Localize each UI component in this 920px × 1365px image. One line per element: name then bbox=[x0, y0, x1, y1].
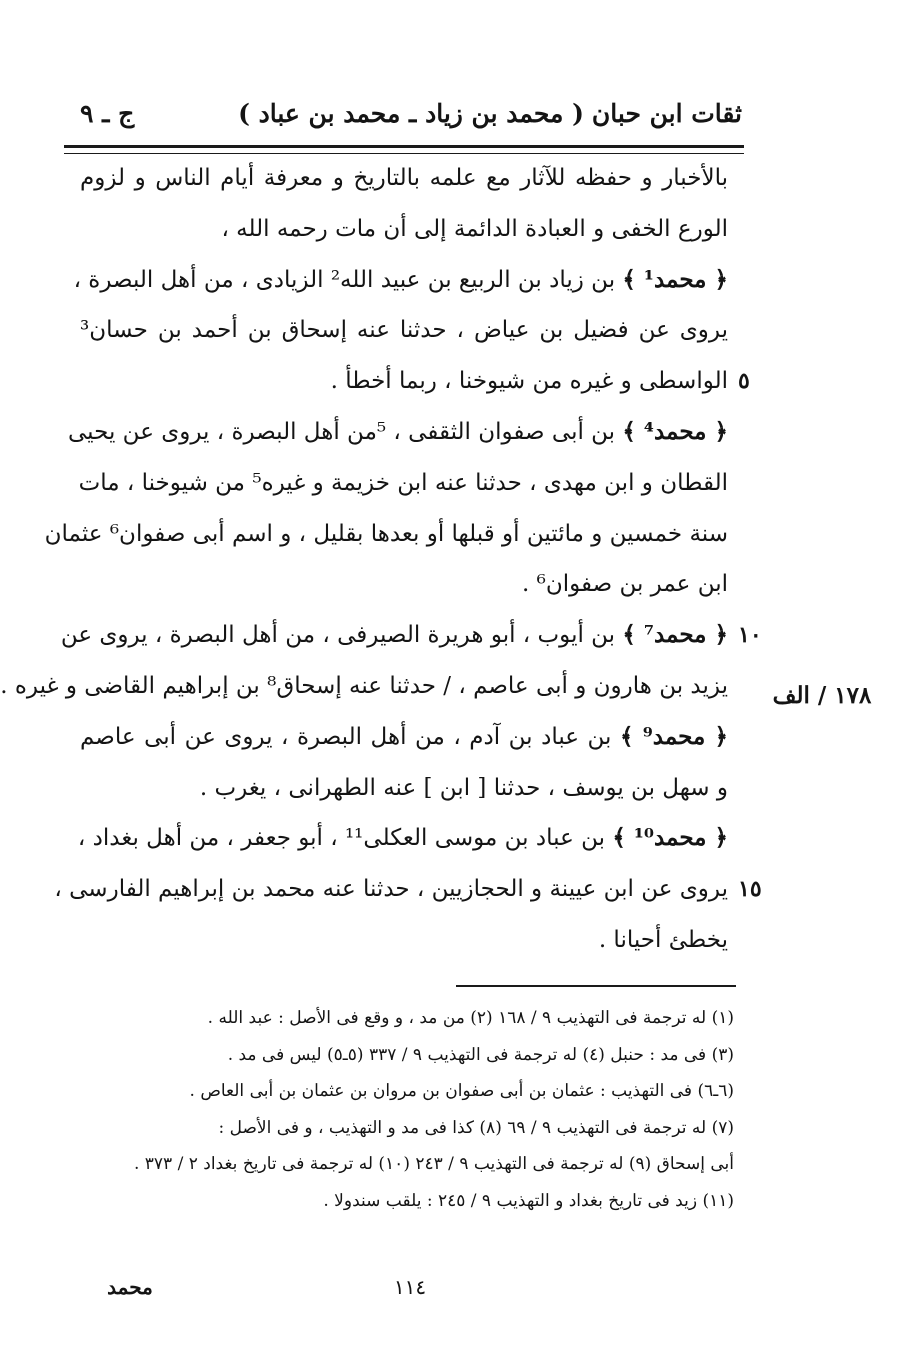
catchword: محمد bbox=[107, 1275, 153, 1299]
footnote: (٧) له ترجمة فى التهذيب ٩ / ٦٩ (٨) كذا فى مد و التهذيب ، و فى الأصل : bbox=[218, 1118, 734, 1138]
line-text: بن أبى صفوان الثقفى ، ⁵من أهل البصرة ، يروى عن يحيى bbox=[68, 419, 616, 445]
line-number: ١٥ bbox=[738, 876, 762, 902]
footnote-separator bbox=[456, 985, 736, 987]
line-text: يزيد بن هارون و أبى عاصم ، / حدثنا عنه إسحاق⁸ بن إبراهيم القاضى و غيره . bbox=[0, 673, 728, 699]
text-line bbox=[44, 514, 728, 554]
line-number: ٥ bbox=[738, 368, 750, 394]
volume-number: ج ـ ٩ bbox=[80, 99, 135, 128]
line-number: ١٠ bbox=[738, 622, 762, 648]
text-line bbox=[60, 615, 728, 655]
text-line bbox=[80, 717, 728, 757]
text-line bbox=[80, 768, 728, 808]
text-line bbox=[80, 361, 728, 401]
text-line bbox=[68, 412, 728, 452]
line-text: يروى عن فضيل بن عياض ، حدثنا عنه إسحاق بن أحمد بن حسان³ bbox=[80, 317, 728, 343]
entry-name: ﴿ محمد¹⁰ ﴾ bbox=[612, 824, 728, 851]
entry-name: ﴿ محمد⁷ ﴾ bbox=[622, 621, 728, 648]
footnote: (٣) فى مد : حنبل (٤) له ترجمة فى التهذيب ٩ / ٣٣٧ (٥ـ٥) ليس فى مد . bbox=[227, 1045, 734, 1065]
line-text: الواسطى و غيره من شيوخنا ، ربما أخطأ . bbox=[330, 368, 728, 394]
footnote: (٦ـ٦) فى التهذيب : عثمان بن أبى صفوان بن مروان بن عثمان بن أبى العاص . bbox=[189, 1081, 734, 1101]
text-line bbox=[80, 209, 728, 249]
footnote: (١) له ترجمة فى التهذيب ٩ / ١٦٨ (٢) من مد ، و وقع فى الأصل : عبد الله . bbox=[207, 1008, 734, 1028]
entry-name: ﴿ محمد⁹ ﴾ bbox=[619, 723, 728, 750]
text-line bbox=[80, 158, 728, 198]
footnote: (١١) زيد فى تاريخ بغداد و التهذيب ٩ / ٢٤٥ : يلقب سندولا . bbox=[323, 1191, 734, 1211]
text-line bbox=[0, 666, 728, 706]
manuscript-folio-marker: ١٧٨ / الف bbox=[772, 682, 872, 709]
text-line bbox=[80, 310, 728, 350]
entries-range: ( محمد بن زياد ـ محمد بن عباد ) bbox=[238, 99, 584, 128]
line-text: ابن عمر بن صفوان⁶ . bbox=[521, 571, 728, 597]
text-line bbox=[80, 564, 728, 604]
text-line bbox=[54, 869, 728, 909]
line-text: بن عباد بن آدم ، من أهل البصرة ، يروى عن أبى عاصم bbox=[80, 724, 612, 750]
line-text: و سهل بن يوسف ، حدثنا [ ابن ] عنه الطهرانى ، يغرب . bbox=[199, 775, 728, 801]
text-line bbox=[77, 818, 728, 858]
footnote: أبى إسحاق (٩) له ترجمة فى التهذيب ٩ / ٢٤٣ (١٠) له ترجمة فى تاريخ بغداد ٢ / ٣٧٣ . bbox=[133, 1154, 734, 1174]
entry-name: ﴿ محمد⁴ ﴾ bbox=[622, 418, 728, 445]
text-line bbox=[80, 920, 728, 960]
line-text: يخطئ أحيانا . bbox=[598, 927, 728, 953]
text-line bbox=[80, 463, 728, 503]
line-text: الورع الخفى و العبادة الدائمة إلى أن مات رحمه الله ، bbox=[221, 216, 728, 242]
line-text: بن عباد بن موسى العكلى¹¹ ، أبو جعفر ، من أهل بغداد ، bbox=[77, 825, 606, 851]
line-text: سنة خمسين و مائتين أو قبلها أو بعدها بقليل ، و اسم أبى صفوان⁶ عثمان bbox=[44, 521, 728, 547]
line-text: القطان و ابن مهدى ، حدثنا عنه ابن خزيمة و غيره⁵ من شيوخنا ، مات bbox=[78, 470, 728, 496]
line-text: يروى عن ابن عيينة و الحجازيين ، حدثنا عنه محمد بن إبراهيم الفارسى ، bbox=[54, 876, 728, 902]
page-number: ١١٤ bbox=[393, 1275, 427, 1299]
running-header bbox=[80, 88, 742, 140]
line-text: بن أيوب ، أبو هريرة الصيرفى ، من أهل البصرة ، يروى عن bbox=[60, 622, 616, 648]
line-text: بن زياد بن الربيع بن عبيد الله² الزيادى ، من أهل البصرة ، bbox=[73, 267, 616, 293]
entry-name: ﴿ محمد¹ ﴾ bbox=[622, 266, 728, 293]
text-line bbox=[73, 260, 728, 300]
header-rule bbox=[64, 145, 744, 154]
book-title: ثقات ابن حبان bbox=[591, 99, 742, 128]
line-text: بالأخبار و حفظه للآثار مع علمه بالتاريخ و معرفة أيام الناس و لزوم bbox=[80, 165, 728, 191]
